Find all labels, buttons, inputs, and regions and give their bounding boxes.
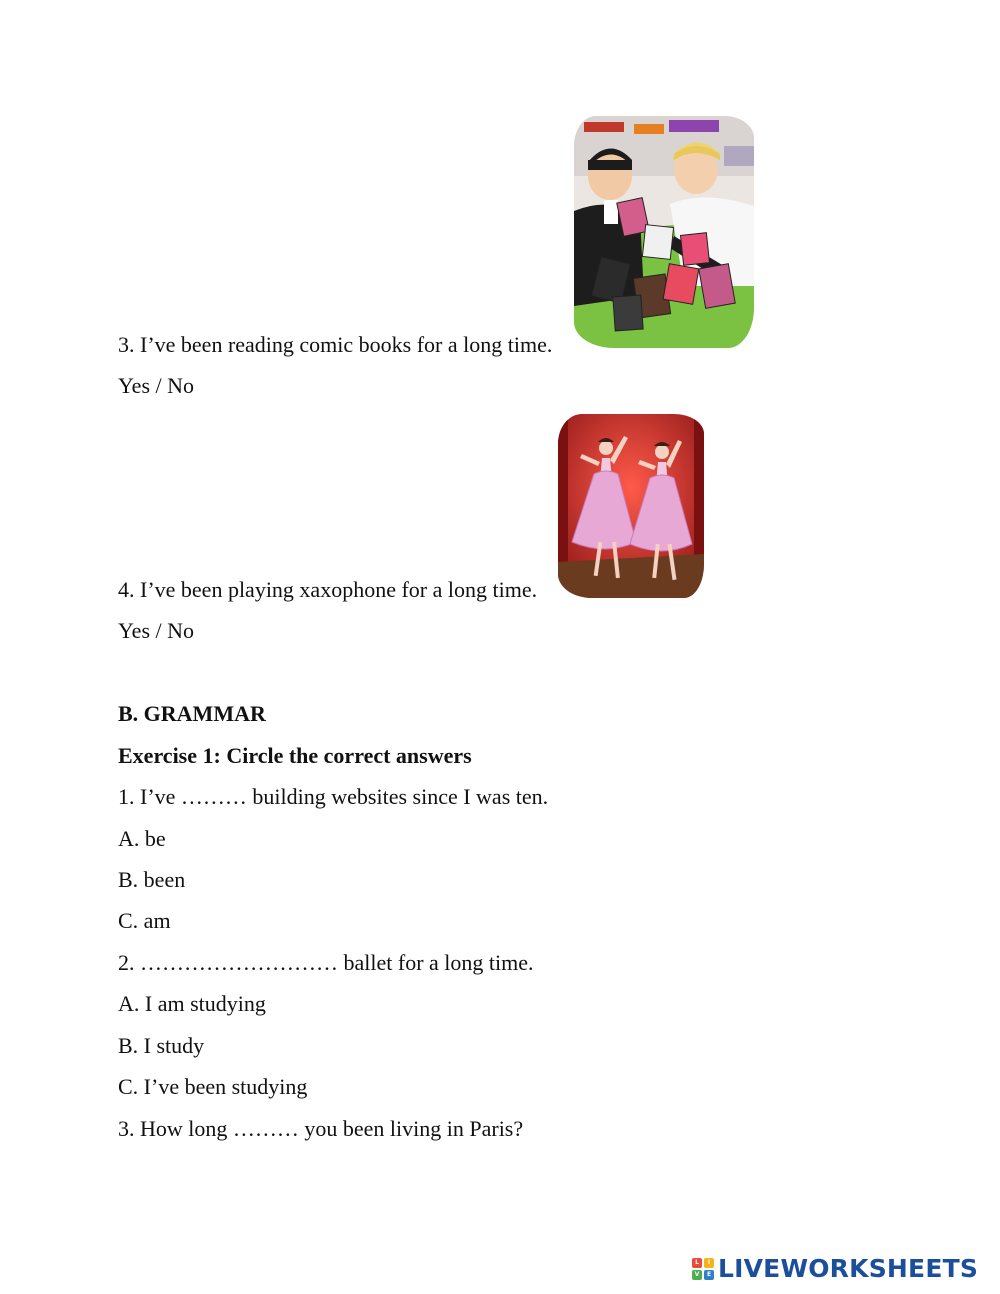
- liveworksheets-logo: [692, 1254, 978, 1284]
- yes-no-answer-3[interactable]: Yes / No: [118, 373, 195, 398]
- logo-letter-e: E: [704, 1270, 714, 1280]
- question-1: 1. I’ve ……… building websites since I was ten.: [118, 784, 549, 809]
- brand-logo-icon: [692, 1258, 714, 1280]
- logo-letter-i: I: [704, 1258, 714, 1268]
- q1-option-a[interactable]: A. be: [118, 826, 166, 851]
- logo-letter-v: V: [692, 1270, 702, 1280]
- q2-option-c[interactable]: C. I’ve been studying: [118, 1074, 308, 1099]
- q2-option-b[interactable]: B. I study: [118, 1033, 205, 1058]
- statement-3: 3. I’ve been reading comic books for a long time.: [118, 332, 553, 357]
- q2-option-a[interactable]: A. I am studying: [118, 991, 266, 1016]
- statement-4: 4. I’ve been playing xaxophone for a long time.: [118, 577, 538, 602]
- q1-option-b[interactable]: B. been: [118, 867, 186, 892]
- logo-letter-l: L: [692, 1258, 702, 1268]
- brand-name: LIVEWORKSHEETS: [718, 1254, 979, 1283]
- ballet-dancers-image: [558, 414, 704, 598]
- section-title: B. GRAMMAR: [118, 701, 266, 726]
- q1-option-c[interactable]: C. am: [118, 908, 171, 933]
- yes-no-answer-4[interactable]: Yes / No: [118, 618, 195, 643]
- question-2: 2. ……………………… ballet for a long time.: [118, 950, 534, 975]
- exercise-title: Exercise 1: Circle the correct answers: [118, 743, 472, 768]
- comic-books-image: [574, 116, 754, 348]
- question-3: 3. How long ……… you been living in Paris?: [118, 1116, 524, 1141]
